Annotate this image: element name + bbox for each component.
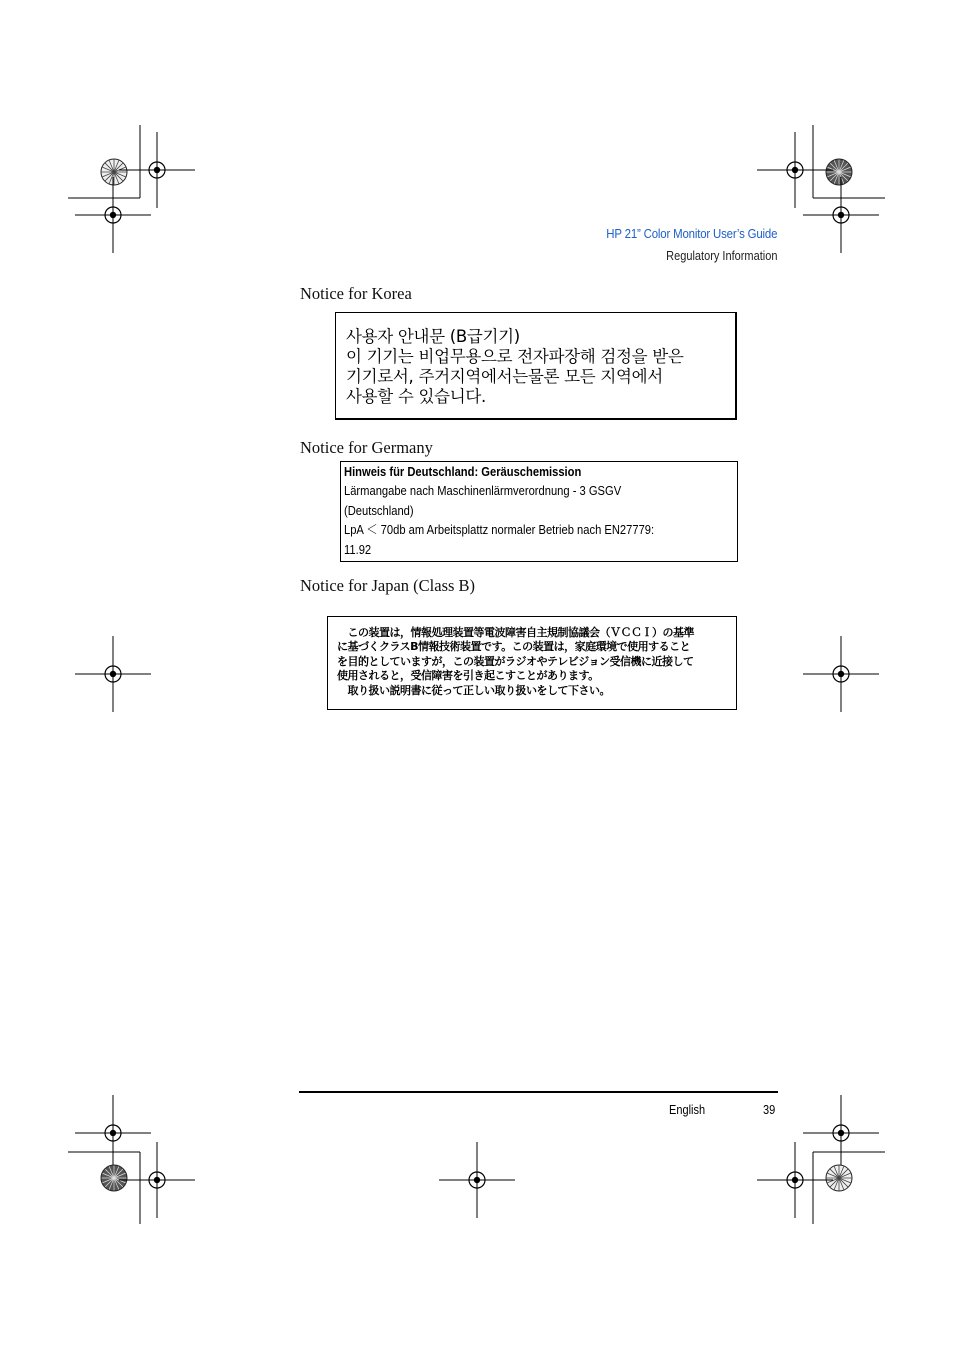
footer-language: English — [669, 1103, 706, 1117]
korea-line: 사용자 안내문 (B급기기) — [346, 327, 520, 346]
germany-line: Lärmangabe nach Maschinenlärmverordnung - 3 GSGV — [344, 483, 622, 499]
germany-line: (Deutschland) — [344, 502, 414, 518]
germany-notice-title: Hinweis für Deutschland: Geräuschemission — [344, 464, 582, 479]
section-title: Regulatory Information — [665, 249, 777, 263]
korea-heading: Notice for Korea — [300, 284, 412, 303]
japan-heading: Notice for Japan (Class B) — [300, 576, 476, 595]
japan-line: を目的としていますが，この装置がラジオやテレビジョン受信機に近接して — [337, 654, 694, 668]
korea-line: 기기로서, 주거지역에서는물론 모든 지역에서 — [346, 367, 663, 386]
japan-line: に基づくクラスB情報技術装置です。この装置は，家庭環境で使用すること — [337, 640, 691, 654]
japan-line: 取り扱い説明書に従って正しい取り扱いをして下さい。 — [337, 683, 610, 697]
korea-line: 사용할 수 있습니다. — [346, 387, 486, 406]
germany-line: 11.92 — [344, 541, 372, 557]
germany-line: LpA ＜ 70db am Arbeitsplattz normaler Betrieb nach EN27779: — [344, 522, 655, 538]
japan-line: この装置は，情報処理装置等電波障害自主規制協議会（ＶＣＣＩ）の基準 — [337, 626, 694, 639]
germany-heading: Notice for Germany — [300, 438, 433, 457]
guide-title: HP 21” Color Monitor User’s Guide — [606, 226, 777, 241]
page-number: 39 — [763, 1103, 776, 1117]
japan-line: 使用されると，受信障害を引き起こすことがあります。 — [337, 669, 599, 683]
korea-line: 이 기기는 비업무용으로 전자파장해 검정을 받은 — [346, 347, 684, 366]
